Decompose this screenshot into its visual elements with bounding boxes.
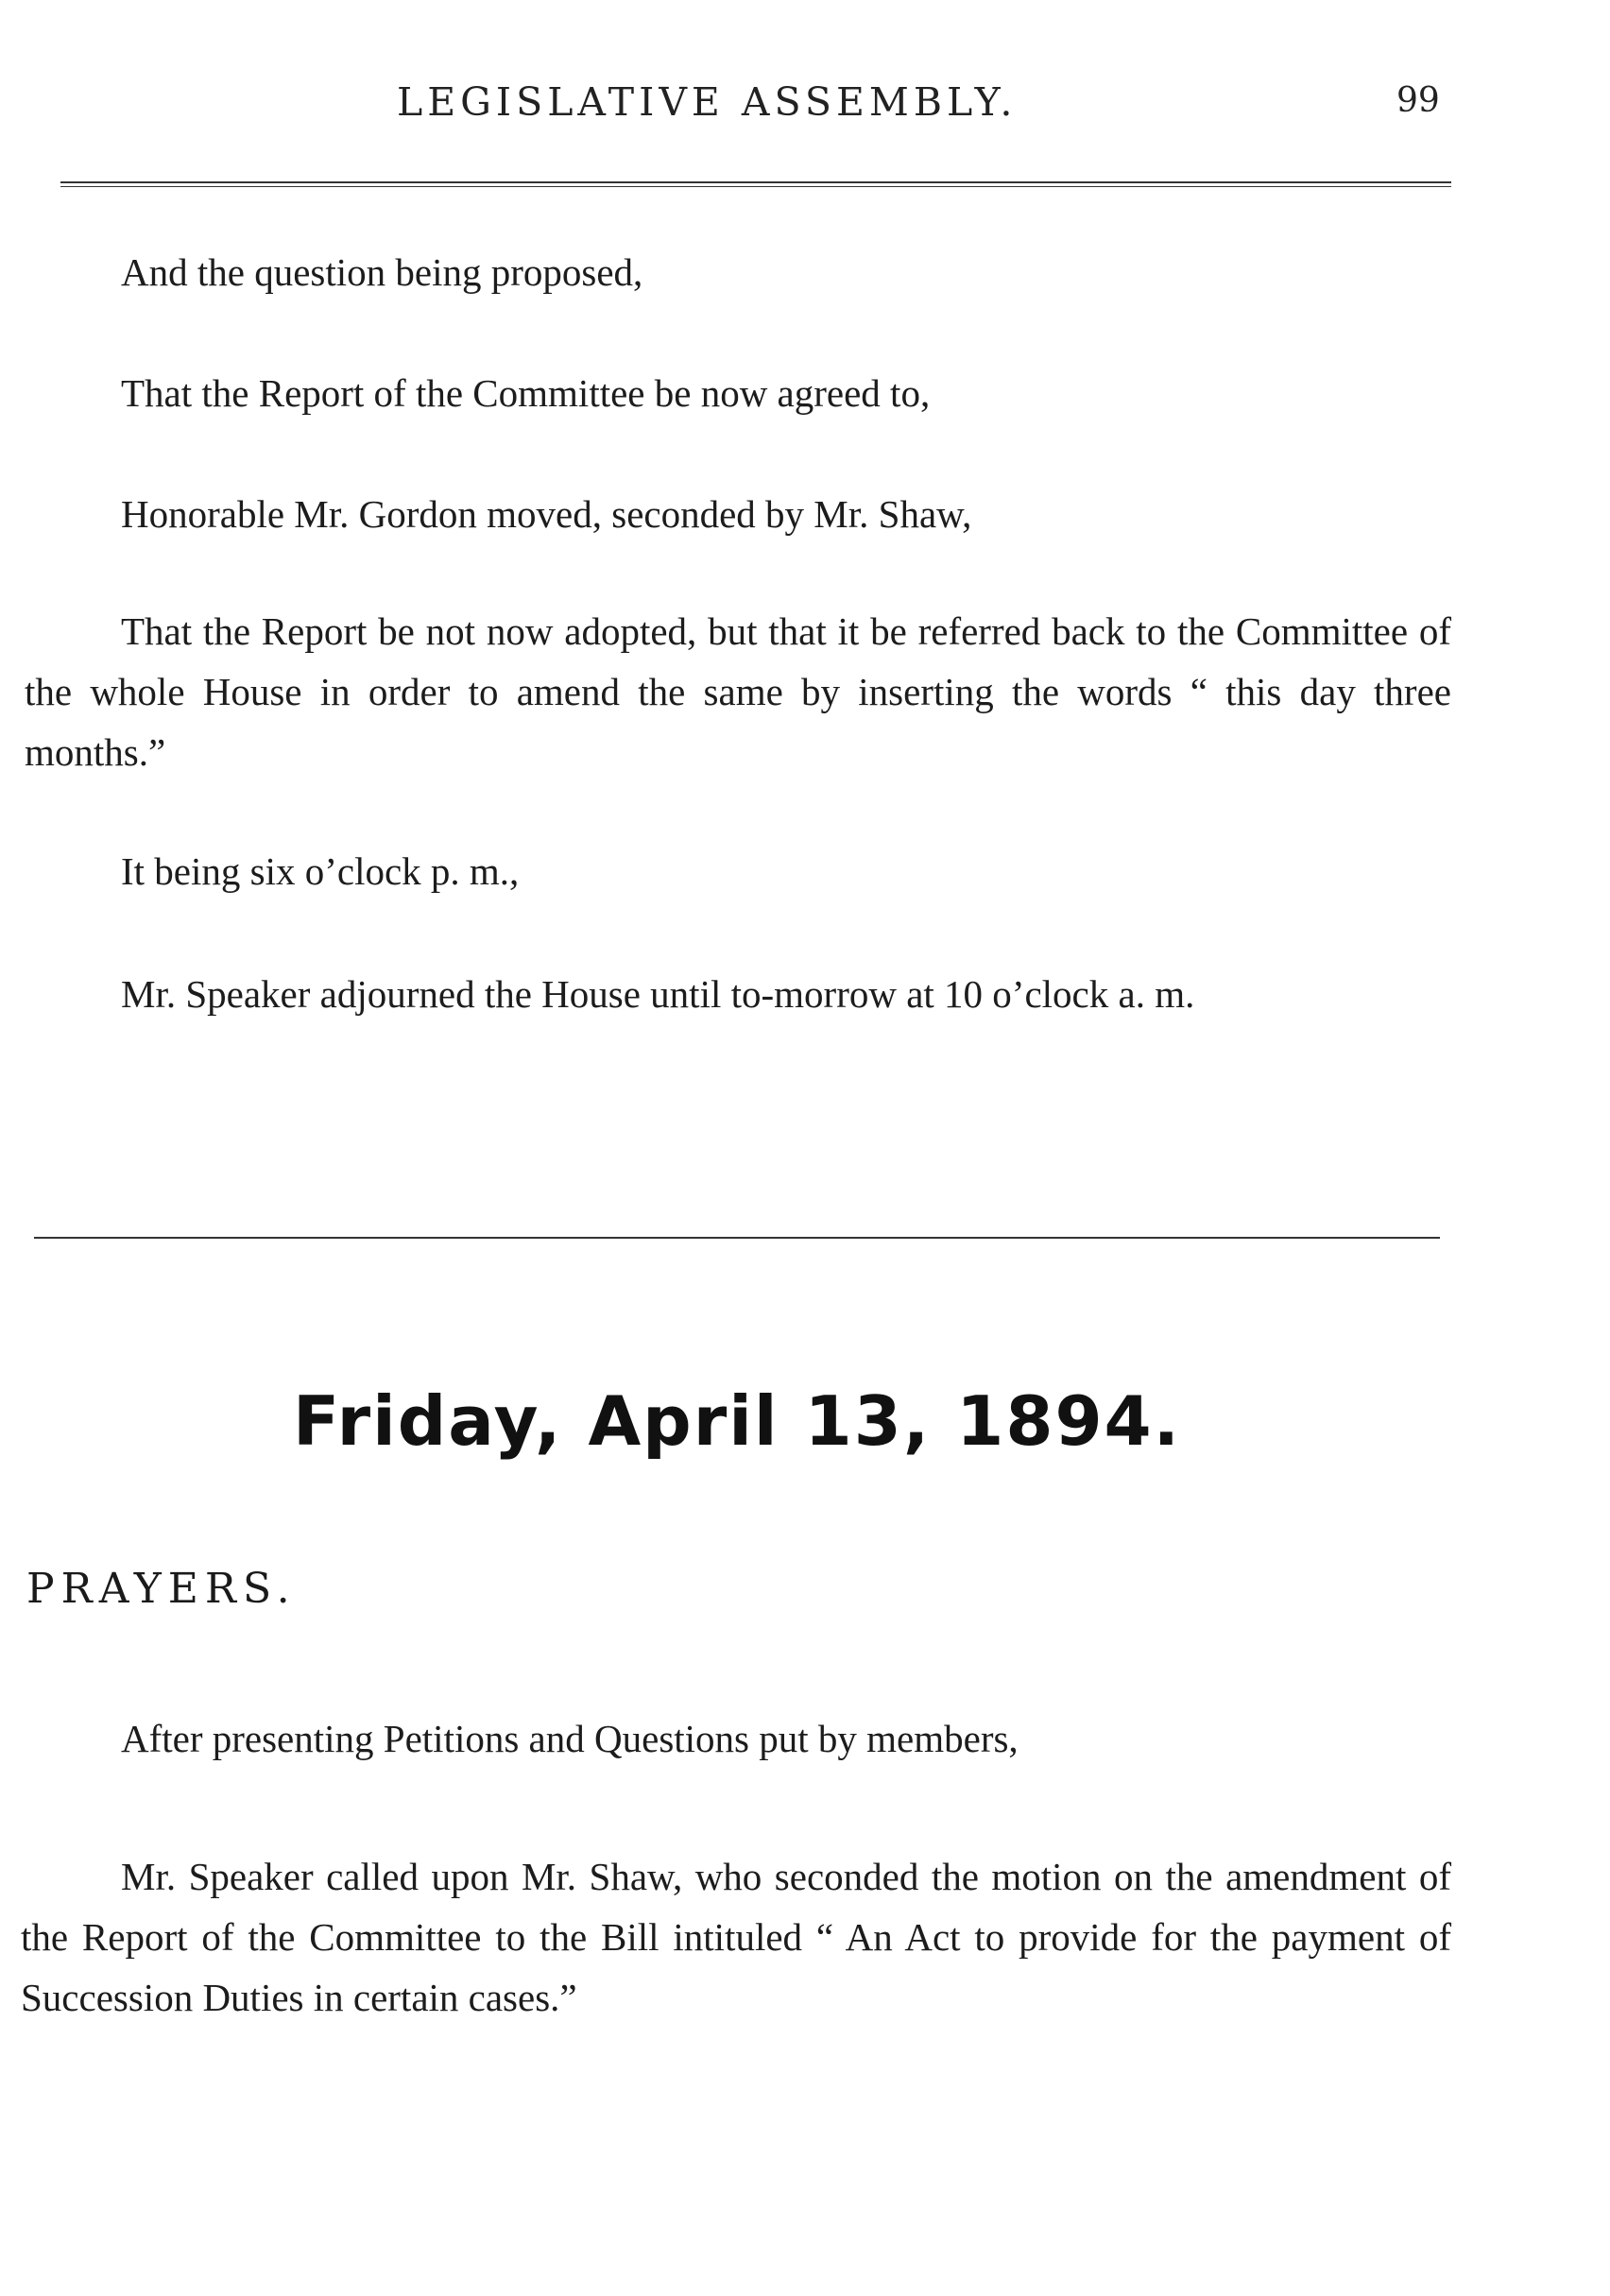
page-number: 99 [1396, 81, 1440, 120]
paragraph-six-oclock: It being six o’clock p. m., [121, 849, 520, 893]
running-header-title: LEGISLATIVE ASSEMBLY. [397, 79, 1018, 125]
paragraph-report-agreed: That the Report of the Committee be now agreed to, [121, 371, 931, 415]
section-divider [34, 1237, 1440, 1239]
day-heading: Friday, April 13, 1894. [293, 1381, 1181, 1461]
header-rule [60, 181, 1451, 187]
section-heading-prayers: PRAYERS. [26, 1565, 297, 1613]
paragraph-petitions-questions: After presenting Petitions and Questions put by members, [121, 1717, 1019, 1760]
paragraph-question-proposed: And the question being proposed, [121, 250, 643, 294]
paragraph-succession-duties-bill: Mr. Speaker called upon Mr. Shaw, who seconded the motion on the amendment of the Report of the Committee to the Bill intituled “ An Act to provide for the payment of Succession Duties in certain cases.” [21, 1855, 1451, 2019]
paragraph-motion-referred-back: That the Report be not now adopted, but that it be referred back to the Committee of the whole House in order to amend the same by inserting the words “ this day three months.” [25, 609, 1451, 774]
page-header [0, 79, 1610, 136]
paragraph-house-adjourned: Mr. Speaker adjourned the House until to-morrow at 10 o’clock a. m. [121, 972, 1195, 1016]
paragraph-gordon-moved: Honorable Mr. Gordon moved, seconded by Mr. Shaw, [121, 492, 972, 536]
